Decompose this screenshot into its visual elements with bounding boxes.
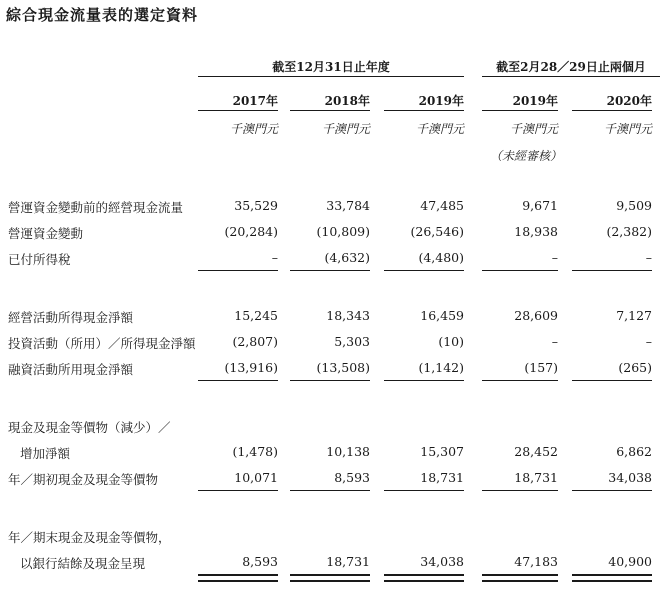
row-label: 已付所得稅 — [8, 252, 71, 267]
total-double-rule — [290, 574, 370, 582]
subtotal-rule — [290, 380, 370, 381]
table-cell: (157) — [524, 360, 558, 375]
table-cell: 7,127 — [616, 308, 652, 323]
table-cell: (10) — [438, 334, 464, 349]
row-label: 融資活動所用現金淨額 — [8, 362, 134, 377]
table-cell: 16,459 — [420, 308, 464, 323]
subtotal-rule — [572, 380, 652, 381]
column-unit: 千澳門元 — [509, 122, 558, 136]
table-cell: 8,593 — [242, 554, 278, 569]
column-unit: 千澳門元 — [603, 122, 652, 136]
table-cell: 34,038 — [608, 470, 652, 485]
table-cell: (2,807) — [232, 334, 278, 349]
subtotal-rule — [198, 270, 278, 271]
table-cell: – — [271, 250, 278, 265]
table-cell: (265) — [618, 360, 652, 375]
table-cell: 8,593 — [334, 470, 370, 485]
table-cell: – — [645, 334, 652, 349]
row-label: 現金及現金等價物（減少）／ — [8, 420, 171, 435]
table-cell: 18,731 — [514, 470, 558, 485]
subtotal-rule — [198, 490, 278, 491]
group-header-annual: 截至12月31日止年度 — [272, 60, 390, 74]
table-cell: (4,480) — [418, 250, 464, 265]
table-cell: 6,862 — [616, 444, 652, 459]
table-cell: 18,343 — [326, 308, 370, 323]
subtotal-rule — [482, 490, 558, 491]
table-cell: (4,632) — [324, 250, 370, 265]
column-unit: 千澳門元 — [415, 122, 464, 136]
table-cell: 40,900 — [608, 554, 652, 569]
subtotal-rule — [290, 490, 370, 491]
table-cell: 5,303 — [334, 334, 370, 349]
column-rule — [290, 110, 370, 111]
row-label: 年／期末現金及現金等價物， — [8, 530, 171, 545]
column-rule — [482, 110, 558, 111]
table-cell: – — [551, 250, 558, 265]
table-cell: (10,809) — [316, 224, 370, 239]
table-cell: (2,382) — [606, 224, 652, 239]
table-cell: 10,071 — [234, 470, 278, 485]
subtotal-rule — [482, 270, 558, 271]
column-rule — [572, 110, 652, 111]
subtotal-rule — [384, 270, 464, 271]
row-label: 投資活動（所用）／所得現金淨額 — [8, 336, 196, 351]
subtotal-rule — [482, 380, 558, 381]
column-year: 2017年 — [232, 94, 278, 108]
column-year: 2018年 — [324, 94, 370, 108]
total-double-rule — [572, 574, 652, 582]
row-label: 以銀行結餘及現金呈現 — [20, 556, 146, 571]
column-year: 2020年 — [606, 94, 652, 108]
column-rule — [384, 110, 464, 111]
table-cell: 28,609 — [514, 308, 558, 323]
subtotal-rule — [198, 380, 278, 381]
subtotal-rule — [384, 490, 464, 491]
group-header-interim: 截至2月28／29日止兩個月 — [496, 60, 646, 74]
column-unit: 千澳門元 — [321, 122, 370, 136]
table-cell: – — [645, 250, 652, 265]
table-cell: 47,183 — [514, 554, 558, 569]
table-cell: 9,509 — [616, 198, 652, 213]
group-rule-annual — [198, 76, 464, 77]
row-label: 營運資金變動前的經營現金流量 — [8, 200, 184, 215]
table-cell: – — [551, 334, 558, 349]
table-cell: (1,142) — [418, 360, 464, 375]
row-label: 增加淨額 — [20, 446, 71, 461]
column-year: 2019年 — [418, 94, 464, 108]
subtotal-rule — [572, 270, 652, 271]
table-cell: 10,138 — [326, 444, 370, 459]
page-title: 綜合現金流量表的選定資料 — [6, 6, 199, 24]
total-double-rule — [198, 574, 278, 582]
column-year: 2019年 — [512, 94, 558, 108]
table-cell: 34,038 — [420, 554, 464, 569]
column-unit: 千澳門元 — [229, 122, 278, 136]
column-rule — [198, 110, 278, 111]
column-note-unaudited: （未經審核） — [489, 149, 562, 163]
table-cell: (1,478) — [232, 444, 278, 459]
subtotal-rule — [384, 380, 464, 381]
table-cell: 18,731 — [326, 554, 370, 569]
table-cell: (13,916) — [224, 360, 278, 375]
table-cell: 9,671 — [522, 198, 558, 213]
row-label: 經營活動所得現金淨額 — [8, 310, 134, 325]
table-cell: (26,546) — [410, 224, 464, 239]
row-label: 營運資金變動 — [8, 226, 84, 241]
table-cell: 47,485 — [420, 198, 464, 213]
table-cell: 15,245 — [234, 308, 278, 323]
table-cell: 15,307 — [420, 444, 464, 459]
group-rule-interim — [482, 76, 660, 77]
subtotal-rule — [290, 270, 370, 271]
row-label: 年／期初現金及現金等價物 — [8, 472, 159, 487]
table-cell: 35,529 — [234, 198, 278, 213]
table-cell: (13,508) — [316, 360, 370, 375]
subtotal-rule — [572, 490, 652, 491]
table-cell: 33,784 — [326, 198, 370, 213]
total-double-rule — [384, 574, 464, 582]
table-cell: 18,731 — [420, 470, 464, 485]
table-cell: 28,452 — [514, 444, 558, 459]
table-cell: 18,938 — [514, 224, 558, 239]
table-cell: (20,284) — [224, 224, 278, 239]
total-double-rule — [482, 574, 558, 582]
